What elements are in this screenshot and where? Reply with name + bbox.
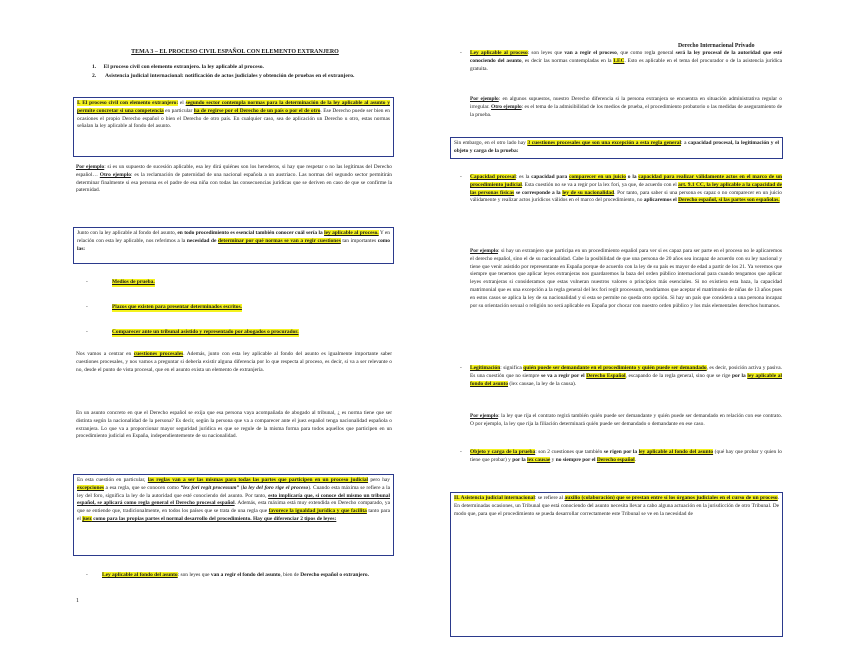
paragraph-ejemplo-4: [470, 413, 782, 429]
highlight: quién puede ser demandante en el procedimiento y quién puede ser demandado: [523, 365, 707, 371]
bullet-text: Plazos que existen para presentar determinados escritos.: [112, 304, 242, 310]
outline-item-1: [92, 63, 392, 71]
outline-number: 1.: [92, 64, 97, 70]
highlight: 3 cuestiones procesales que son una excepción a esta regla general: [527, 140, 681, 146]
section-box-asistencia: [450, 492, 783, 637]
outline-item-2: [92, 72, 392, 80]
highlight: ha de regirse por el Derecho de un país o por el de otro: [193, 107, 321, 114]
example-label: Por ejemplo: [470, 413, 499, 419]
highlight: LEC: [613, 57, 625, 64]
page-number: 1: [76, 598, 79, 604]
dash-icon: -: [86, 329, 88, 335]
text-run: . Esta cuestión no se va a regir por la lex fori, ya que, de acuerdo con el: [521, 181, 679, 188]
text-run: , es decir, posición activa y pasiva. Es una cuestión que no siempre: [470, 365, 782, 379]
bold-run: en todo procedimiento es esencial también conocer cuál sería la: [177, 230, 325, 236]
dash-icon: -: [460, 449, 462, 455]
bold-italic-run: la ley del foro rige el proceso: [242, 484, 309, 491]
dash-icon: -: [86, 572, 88, 578]
text-run: En esta cuestión en particular,: [77, 477, 148, 483]
bold-run: por la: [512, 456, 528, 463]
bold-run: se corresponde a la: [514, 189, 563, 196]
paragraph-ejemplo-1: [76, 164, 392, 195]
running-header: Derecho Internacional Privado: [678, 43, 755, 49]
text-run: como para las propias partes el normal desarrollo del procedimiento. Hay que diferenciar 2 tipos de leyes:: [91, 516, 337, 523]
text-run: Y en relación con esta ley aplicable, nos referimos a la: [77, 230, 391, 244]
dash-icon: -: [460, 174, 462, 180]
bold-run: se va a regir por el: [541, 372, 587, 379]
bold-run: será la ley procesal de la autoridad que esté conociendo del asunto: [470, 50, 783, 64]
text-run: , es decir las normas contempladas en la: [521, 57, 614, 64]
text-run: : si hay un extranjero que participa en un procedimiento español para ver si es capaz para ser parte en el proceso no le aplicaremos el derecho español, sino el de su nacionalidad. Cabe la posibilidad de que una persona de 20 años sea incapaz de acuerdo con su ley nacional y tiene que venir asistido por representante en España porque de acuerdo con la ley de su país es mayor de edad a partir de los 21. Ya veremos que siempre que tenemos que aplicar leyes extranjeras nos guardaremos la baza del orden público internacional para cuando tengamos que aplicar leyes extranjeras si consideramos que estas vulneran nuestros valores o principios más esenciales. Si no existiera esta baza, la capacidad matrimonial que es una excepción a la regla general del lex fori regit processum, tendríamos que aceptar el matrimonio de niñas de 13 años pues en estos casos se aplica la ley de su nacionalidad y si esta se permite no queda otro opción. Si hay un país que considera a una persona incapaz por su orientación sexual o religión no será aplicable en España por chocar con nuestro orden público y los más elementales derechos humanos.: [470, 248, 782, 309]
bold-run: aplicaremos el: [643, 197, 679, 204]
paragraph-text: En un asunto concreto en que el Derecho español se exija que esa persona vaya acompañada de abogado al tribunal, ¿ es norma tiene que ser distinta según la nacionalidad de la persona? Es decir, según la persona que va a comparecer ante el juez español tenga nacionalidad española o extranjera. Lo que va a proporcionar mayor seguridad jurídica es que se regule de la misma forma para todos aquellos que participen en un procedimiento judicial en España, independientemente de su nacionalidad.: [76, 410, 392, 440]
bold-run: necesidad de: [186, 237, 219, 244]
paragraph-ejemplo-3: [470, 248, 782, 311]
highlight: capacidad para realizar válidamente actos en el marco de un procedimiento judicial: [470, 174, 783, 188]
bold-run: van a regir el fondo del asunto: [210, 572, 281, 578]
text-run: : significa: [500, 365, 524, 371]
page-title: TEMA 3 – EL PROCESO CIVIL ESPAÑOL CON ELEMENTO EXTRANJERO: [131, 49, 339, 55]
bold-run: capacidad para: [531, 174, 570, 180]
example-label: Otro ejemplo: [491, 103, 522, 110]
text-run: (lex causae, la ley de la causa).: [508, 380, 577, 387]
section-heading: II. Asistencia judicial internacional: [454, 495, 535, 501]
highlight: segundo sector contempla normas para la determinación de la ley aplicable al asunto y permite concretar si una competencia: [77, 100, 390, 114]
bullet-capacidad-procesal: [460, 174, 782, 205]
text-run: (: [239, 484, 243, 491]
paragraph-cuestiones: [76, 351, 392, 374]
bold-run: por la: [731, 372, 748, 379]
highlight: Derecho Español: [586, 372, 626, 379]
example-label: Otro ejemplo: [99, 171, 131, 178]
bold-run: van a regir el proceso: [564, 50, 617, 56]
dash-icon: -: [460, 365, 462, 371]
text-run: pero hay: [368, 477, 391, 483]
bold-run: esto implicaría que, si conoce del mismo un tribunal español, se aplicará como regla general el Derecho procesal español: [77, 492, 390, 507]
text-run: , bien de: [280, 572, 301, 578]
text-run: . Ese Derecho puede ser bien en ocasiones el propio Derecho español o bien el Derecho de otro país. En cualquier caso, sea de aplicación un Derecho u otro, estas normas señalan la ley aplicable al fondo del asunto.: [77, 107, 390, 130]
text-run: tanto para el: [77, 508, 390, 523]
text-run: tan importantes: [340, 237, 378, 244]
bold-run: no siempre por el: [555, 456, 597, 463]
text-run: , escapando de la regla general, sino que se rige: [625, 372, 732, 379]
text-run: : si es un supuesto de sucesión aplicable, esa ley dirá quiénes son los herederos, si hay que respetar o no las legítimas del Derecho español…: [76, 164, 392, 178]
highlight: determinar por qué normas se van a regir cuestiones: [218, 237, 341, 244]
text-run: Nos vamos a centrar en: [76, 351, 134, 357]
highlight: art. 9.1 CC, la ley aplicable a la capacidad de las personas físicas: [470, 181, 782, 196]
highlight: Objeto y carga de la prueba: [470, 449, 536, 455]
bullet-objeto-carga: [460, 449, 782, 465]
dash-icon: -: [460, 50, 462, 56]
text-run: . En determinadas ocasiones, un Tribunal que está conociendo del asunto necesita llevar a cabo alguna actuación en la jurisdicción de otro Tribunal. De modo que, para que el procedimiento se pueda desarrollar correctamente este Tribunal se ve en la necesidad de: [454, 495, 779, 517]
text-run: Junto con la ley aplicable al fondo del asunto,: [77, 230, 178, 236]
highlight: las reglas van a ser las mismas para todas las partes que participen en un proceso judicial: [147, 477, 369, 483]
bold-run: capacidad procesal, la legitimación y el objeto y carga de la prueba:: [454, 140, 779, 154]
text-run: . Además, esta máxima está muy extendida en Derecho comparado, ya que se entiende que, tradicionalmente, en todos los países que se trata de una regla que: [77, 500, 391, 515]
bold-italic-run: “lex fori regit processum”: [180, 484, 240, 491]
bullet-ley-proceso: [460, 50, 782, 73]
text-run: : a: [680, 140, 689, 146]
paragraph-ejemplo-2: [470, 96, 782, 119]
example-label: Por ejemplo: [470, 96, 499, 102]
highlight: Derecho español, si las partes son españolas.: [678, 197, 780, 204]
bold-run: Derecho español o extranjero.: [300, 572, 369, 578]
highlight: auxilio (colaboración) que se prestan entre sí los órganos judiciales en el curso de un proceso: [564, 495, 778, 501]
highlight: excepciones: [77, 484, 104, 491]
text-run: . Además, junto con esta ley aplicable al fondo del asunto es igualmente importante saber cuestiones procesales, y nos vamos a preguntar si debería existir alguna diferencia por lo que respecta al proceso, es decir, si va a ser relevante o no, desde el punto de vista procesal, que en el asunto exista un elemento de extranjería.: [76, 351, 392, 373]
text-run: : la ley que rija el contrato regirá también quién puede ser demandante y quién puede ser demandado en relación con ese contrato. O por ejemplo, la ley que rija la filiación determinará quién puede ser demandado o demandante en ese caso.: [470, 413, 782, 427]
text-run: , que como regla general: [616, 50, 676, 56]
text-run: el: [178, 100, 186, 106]
highlight: Legitimación: [470, 365, 501, 371]
text-run: : son leyes que: [527, 50, 565, 56]
dash-icon: -: [86, 279, 88, 285]
text-run: ). Cuando esta máxima se refiere a la ley del foro, significa la ley de la autoridad que esté conociendo del asunto. Por tanto,: [77, 484, 390, 499]
bullet-item-fondo: [86, 572, 392, 580]
paragraph-asunto: [76, 410, 392, 441]
text-run: en particular: [163, 107, 194, 114]
section-box-ley-proceso: [73, 227, 394, 264]
text-run: .: [634, 456, 637, 463]
text-run: a esa regla, que se conocen como: [103, 484, 181, 491]
highlight: Derecho español: [596, 456, 635, 463]
example-label: Por ejemplo: [76, 164, 105, 170]
section-box-excepciones: [450, 137, 783, 159]
highlight: lex causae: [527, 456, 551, 463]
highlight: ley de su nacionalidad: [562, 189, 615, 196]
text-run: : es la: [515, 174, 532, 180]
highlight: comparecer en un juicio: [569, 174, 626, 180]
text-run: : es la reclamación de paternidad de una nacional española a un austriaco. Las normas del segundo sector permitirán determinar finalmente si esa persona es el padre de esa niña con todas las consecuencias jurídicas que se deriven en caso de que se confirme la paternidad.: [76, 171, 392, 194]
section-heading: I. El proceso civil con elemento extranjero:: [77, 100, 179, 106]
dash-icon: -: [86, 304, 88, 310]
text-run: . Por tanto, para saber si una persona es capaz o no comparecer en un juicio válidamente y realizar actos jurídicos válidos en el marco del procedimiento, no: [470, 189, 782, 204]
bullet-text: Medios de prueba.: [112, 279, 155, 285]
outline-number: 2.: [92, 73, 97, 79]
outline-text: Asistencia judicial internacional: notificación de actos judiciales y obtención de pruebas en el extranjero.: [105, 73, 355, 79]
highlight: ley aplicable al fondo del asunto: [470, 372, 782, 387]
text-run: . Esto es aplicable en el tema del procurador o de la asistencia jurídica gratuita.: [470, 57, 783, 72]
section-box-intro: [73, 97, 394, 157]
text-run: : son leyes que: [177, 572, 211, 578]
text-run: : se refiere al: [534, 495, 565, 501]
example-label: Por ejemplo: [470, 248, 499, 254]
highlight: favorece la igualdad jurídica y que facilita: [268, 508, 367, 515]
bold-run: o la: [625, 174, 639, 180]
bullet-text: Comparecer ante un tribunal asistido y representado por abogados o procurador.: [112, 329, 299, 335]
text-run: Sin embargo, en el otro lado hay: [454, 140, 528, 146]
highlight: ley aplicable al fondo del asunto: [638, 449, 714, 455]
text-run: (qué hay que probar y quien lo tiene que probar) y: [470, 449, 782, 463]
outline-text: El proceso civil con elemento extranjero. la ley aplicable al proceso.: [103, 64, 264, 70]
highlight: Capacidad procesal: [470, 174, 516, 180]
highlight: Ley aplicable al fondo del asunto: [102, 572, 178, 578]
text-run: : en algunos supuestos, nuestro Derecho diferencia si la persona extranjera se encuentra en situación administrativa regular o irregular.: [470, 96, 782, 110]
bullet-legitimacion: [460, 365, 782, 388]
section-box-lex-fori: [73, 474, 394, 556]
text-run: : es el tema de la admisibilidad de los medios de prueba, el procedimiento probatorio o las medidas de aseguramiento de la prueba.: [470, 103, 783, 118]
bold-run: como las:: [77, 237, 390, 252]
text-run: y: [550, 456, 556, 463]
highlight: cuestiones procesales: [133, 351, 184, 357]
highlight: juez: [82, 516, 92, 523]
highlight: Ley aplicable al proceso: [470, 50, 528, 56]
highlight: ley aplicable al proceso.: [324, 230, 379, 236]
bold-run: se rigen por la: [603, 449, 639, 455]
text-run: : son 2 cuestiones que también: [535, 449, 604, 455]
